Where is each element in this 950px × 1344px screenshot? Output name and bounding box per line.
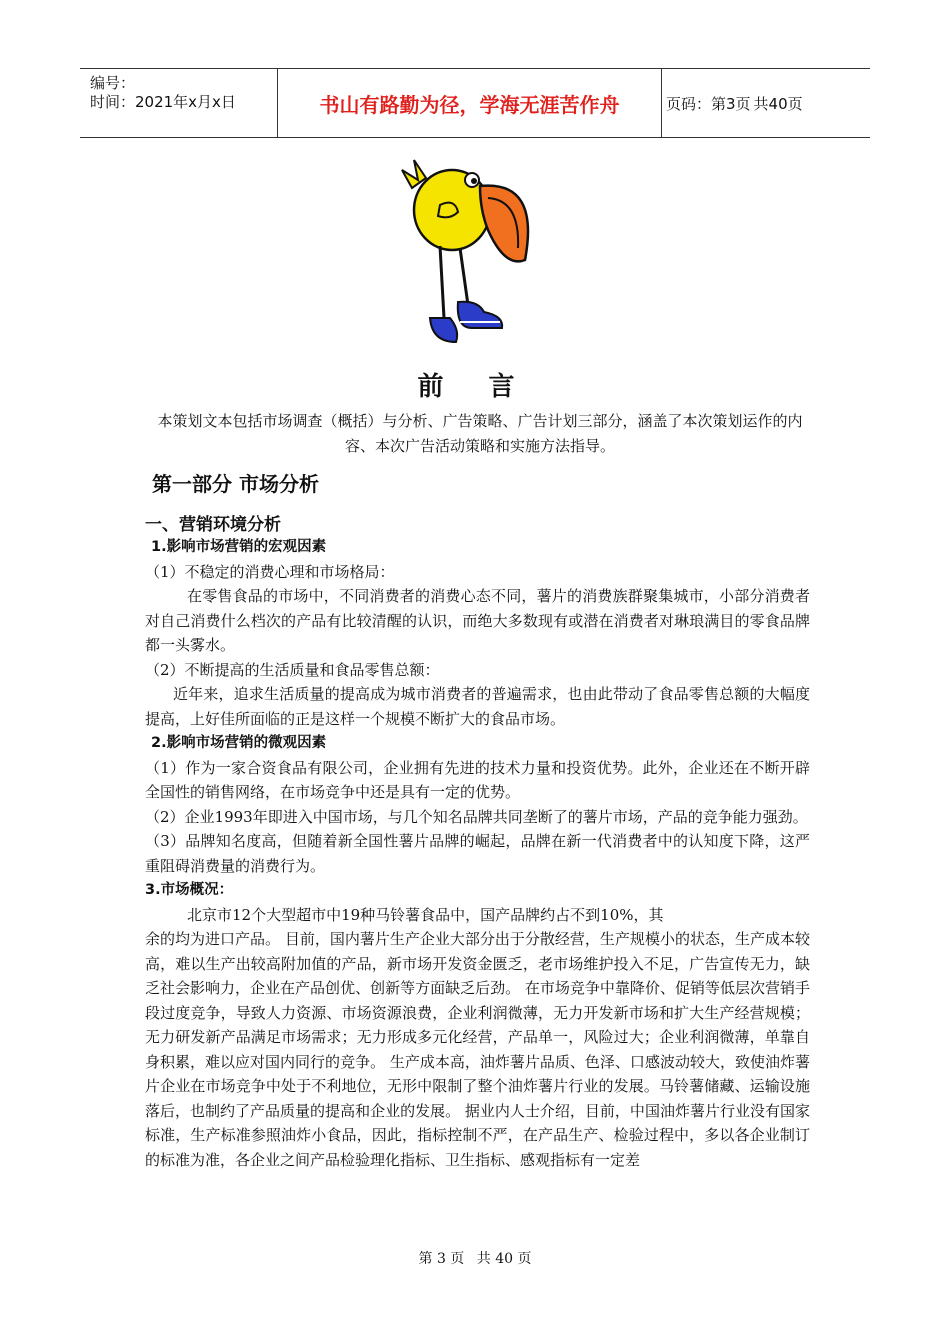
part-heading: 第一部分 市场分析 [152,472,319,496]
time-label: 时间：2021年x月x日 [90,93,236,111]
paragraph-3-b: 余的均为进口产品。 目前，国内薯片生产企业大部分出于分散经营，生产规模小的状态，生产成本较高，难以生产出较高附加值的产品，新市场开发资金匮乏，老市场维护投入不足，广告宣传无力，缺乏社会影响力，企业在产品创优、创新等方面缺乏后劲。 在市场竞争中靠降价、促销等低层次营销手段过度竞争，导致人力资源、市场资源浪费，企业利润微薄，无力开发新市场和扩大生产经营规模；无力研发新产品满足市场需求；无力形成多元化经营，产品单一，风险过大；企业利润微薄，单靠自身积累，难以应对国内同行的竞争。 生产成本高，油炸薯片品质、色泽、口感波动较大，致使油炸薯片企业在市场竞争中处于不利地位，无形中限制了整个油炸薯片行业的发展。马铃薯储藏、运输设施落后，也制约了产品质量的提高和企业的发展。 据业内人士介绍，目前，中国油炸薯片行业没有国家标准，生产标准参照油炸小食品，因此，指标控制不严，在产品生产、检验过程中，多以各企业制订的标准为准，各企业之间产品检验理化指标、卫生指标、感观指标有一定差 [145,930,810,1169]
section-heading: 一、营销环境分析 [145,515,281,535]
body-text [145,535,810,1172]
page-header [80,68,870,138]
item-2-1: （1）作为一家合资食品有限公司，企业拥有先进的技术力量和投资优势。此外，企业还在不断开辟全国性的销售网络，在市场竞争中还是具有一定的优势。 [145,758,810,801]
subheading-micro: 2.影响市场营销的微观因素 [151,735,327,751]
paragraph-1-1: 在零售食品的市场中，不同消费者的消费心态不同，薯片的消费族群聚集城市，小部分消费者对自己消费什么档次的产品有比较清醒的认识，而绝大多数现有或潜在消费者对琳琅满目的零食品牌都一头雾水。 [145,587,810,654]
header-motto: 书山有路勤为径，学海无涯苦作舟 [278,69,662,137]
header-page-info [662,69,870,137]
subheading-market: 3.市场概况： [145,882,234,898]
page-title: 前 言 [417,372,533,402]
subheading-macro: 1.影响市场营销的宏观因素 [151,539,327,555]
page-number-label: 页码：第3页 [666,94,751,113]
chick-mascot-image [400,150,550,360]
header-left-cell [80,69,278,137]
paragraph-3-a: 北京市12个大型超市中19种马铃薯食品中，国产品牌约占不到10%，其 [187,905,664,924]
intro-paragraph: 本策划文本包括市场调查（概括）与分析、广告策略、广告计划三部分，涵盖了本次策划运作的内容、本次广告活动策略和实施方法指导。 [157,412,803,455]
item-2-3: （3）品牌知名度高，但随着新全国性薯片品牌的崛起，品牌在新一代消费者中的认知度下降，这严重阻碍消费量的消费行为。 [145,832,810,875]
page-footer [0,1248,950,1268]
number-label: 编号： [90,74,136,92]
footer-page-total: 共 40 页 [476,1251,532,1267]
page-total-label: 共40页 [753,94,803,113]
item-2-2: （2）企业1993年即进入中国市场，与几个知名品牌共同垄断了的薯片市场，产品的竞争能力强劲。 [145,807,808,826]
item-1-1: （1）不稳定的消费心理和市场格局： [145,562,395,581]
footer-page-number: 第 3 页 [418,1251,465,1267]
item-1-2: （2）不断提高的生活质量和食品零售总额： [145,660,440,679]
paragraph-1-2: 近年来，追求生活质量的提高成为城市消费者的普遍需求，也由此带动了食品零售总额的大幅度提高，上好佳所面临的正是这样一个规模不断扩大的食品市场。 [145,685,810,728]
